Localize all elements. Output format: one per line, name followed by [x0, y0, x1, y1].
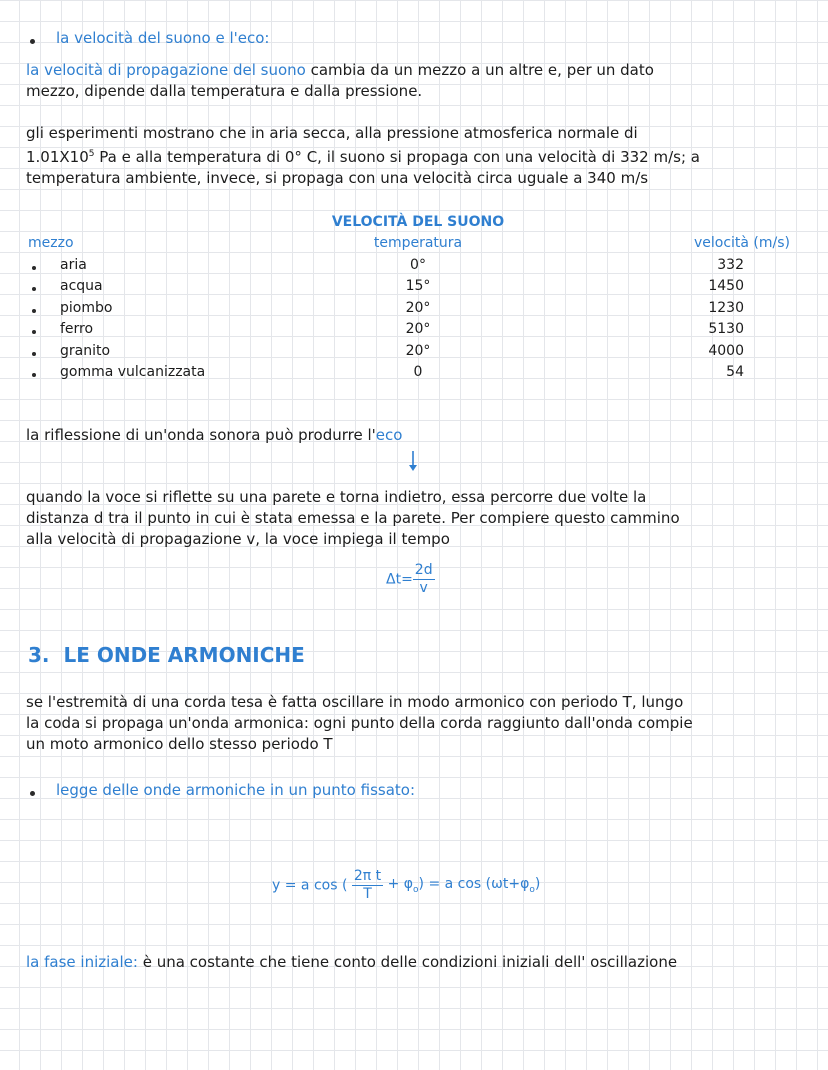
formula-echo-lhs: Δt= [386, 571, 413, 588]
formula-echo-time [386, 562, 435, 597]
formula-harmonic-law [272, 868, 540, 903]
header-medium: mezzo [28, 235, 74, 251]
paragraph-propagation [26, 60, 654, 102]
bullet-icon [32, 266, 36, 270]
formula-echo-numerator: 2d [414, 562, 433, 578]
initial-phase-text: è una costante che tiene conto delle condizioni iniziali dell' oscillazione [137, 953, 678, 971]
table-row-velocity: 332 [717, 256, 744, 273]
bullet-icon [32, 352, 36, 356]
paragraph-echo [26, 487, 680, 550]
table-row-medium: ferro [60, 321, 94, 337]
table-row-medium: piombo [60, 299, 113, 316]
harmonic-line3: un moto armonico dello stesso periodo T [26, 735, 333, 753]
table-row-temperature: 20° [405, 321, 431, 337]
bullet-icon [32, 373, 36, 377]
table-row-velocity: 5130 [708, 321, 744, 337]
table-row-velocity: 4000 [708, 342, 744, 359]
experiments-line2-a: 1.01X10 [26, 148, 89, 166]
bullet-icon [32, 330, 36, 334]
echo-statement-text: la riflessione di un'onda sonora può produrre l' [26, 426, 376, 444]
formula-harmonic-fraction [352, 868, 383, 903]
bullet-icon [32, 287, 36, 291]
paragraph-initial-phase [26, 952, 677, 973]
table-row-temperature: 0° [410, 256, 426, 273]
section-heading [28, 643, 305, 667]
table-row-temperature: 20° [405, 299, 431, 316]
column-velocity [640, 233, 790, 384]
table-row-temperature: 20° [405, 342, 431, 359]
table-row-velocity: 1230 [708, 299, 744, 316]
harmonic-line1: se l'estremità di una corda tesa è fatta oscillare in modo armonico con periodo T, lungo [26, 693, 684, 711]
experiments-line1: gli esperimenti mostrano che in aria secca, alla pressione atmosferica normale di [26, 124, 638, 142]
table-row-temperature: 0 [413, 364, 423, 380]
table-row-velocity: 1450 [708, 278, 744, 294]
echo-line1: quando la voce si riflette su una parete e torna indietro, essa percorre due volte la [26, 488, 647, 506]
formula-harmonic-part-a: y = a cos ( [272, 877, 348, 894]
formula-harmonic-numerator: 2π t [353, 868, 382, 884]
echo-statement [26, 425, 402, 446]
section-number: 3. [28, 643, 50, 667]
bullet-title-speed-echo: la velocità del suono e l'eco: [56, 29, 270, 47]
formula-harmonic-part-b: + φ [387, 876, 414, 893]
formula-harmonic-denominator: T [363, 886, 372, 902]
paragraph-harmonic [26, 692, 693, 755]
table-row-medium: granito [60, 342, 111, 359]
experiments-line3: temperatura ambiente, invece, si propaga con una velocità circa uguale a 340 m/s [26, 169, 649, 187]
echo-line2: distanza d tra il punto in cui è stata emessa e la parete. Per compiere questo cammino [26, 509, 680, 527]
table-title: VELOCITÀ DEL SUONO [331, 214, 505, 230]
column-medium [28, 233, 205, 384]
header-temperature: temperatura [373, 235, 463, 251]
bullet-icon [30, 791, 35, 796]
table-row-medium: acqua [60, 278, 103, 294]
formula-harmonic-part-d: ) [534, 876, 541, 893]
bullet-title-harmonic-law: legge delle onde armoniche in un punto fissato: [56, 781, 415, 799]
formula-harmonic-sub2: o [529, 884, 535, 895]
formula-harmonic-part-c: ) = a cos (ωt+φ [418, 876, 530, 893]
paragraph-propagation-rest: cambia da un mezzo a un altre e, per un dato [305, 61, 654, 79]
formula-harmonic-sub1: o [413, 884, 419, 895]
experiments-exponent: 5 [88, 149, 95, 159]
bullet-icon [30, 39, 35, 44]
formula-echo-fraction [413, 562, 435, 597]
paragraph-propagation-line2: mezzo, dipende dalla temperatura e dalla pressione. [26, 82, 423, 100]
paragraph-experiments [26, 123, 700, 189]
echo-line3: alla velocità di propagazione v, la voce impiega il tempo [26, 530, 450, 548]
table-row-temperature: 15° [405, 278, 431, 294]
arrow-down-icon [406, 450, 420, 472]
column-temperature [338, 233, 498, 384]
experiments-line2-b: Pa e alla temperatura di 0° C, il suono si propaga con una velocità di 332 m/s; a [94, 148, 700, 166]
bullet-icon [32, 309, 36, 313]
header-velocity: velocità (m/s) [693, 235, 790, 251]
echo-highlight: eco [375, 426, 403, 444]
formula-echo-denominator: v [419, 580, 428, 596]
highlight-propagation: la velocità di propagazione del suono [26, 61, 306, 79]
table-row-medium: gomma vulcanizzata [60, 364, 206, 380]
harmonic-line2: la coda si propaga un'onda armonica: ogni punto della corda raggiunto dall'onda compie [26, 714, 693, 732]
table-row-medium: aria [60, 256, 87, 273]
section-title: LE ONDE ARMONICHE [63, 643, 305, 667]
table-row-velocity: 54 [726, 364, 744, 380]
initial-phase-label: la fase iniziale: [26, 953, 138, 971]
